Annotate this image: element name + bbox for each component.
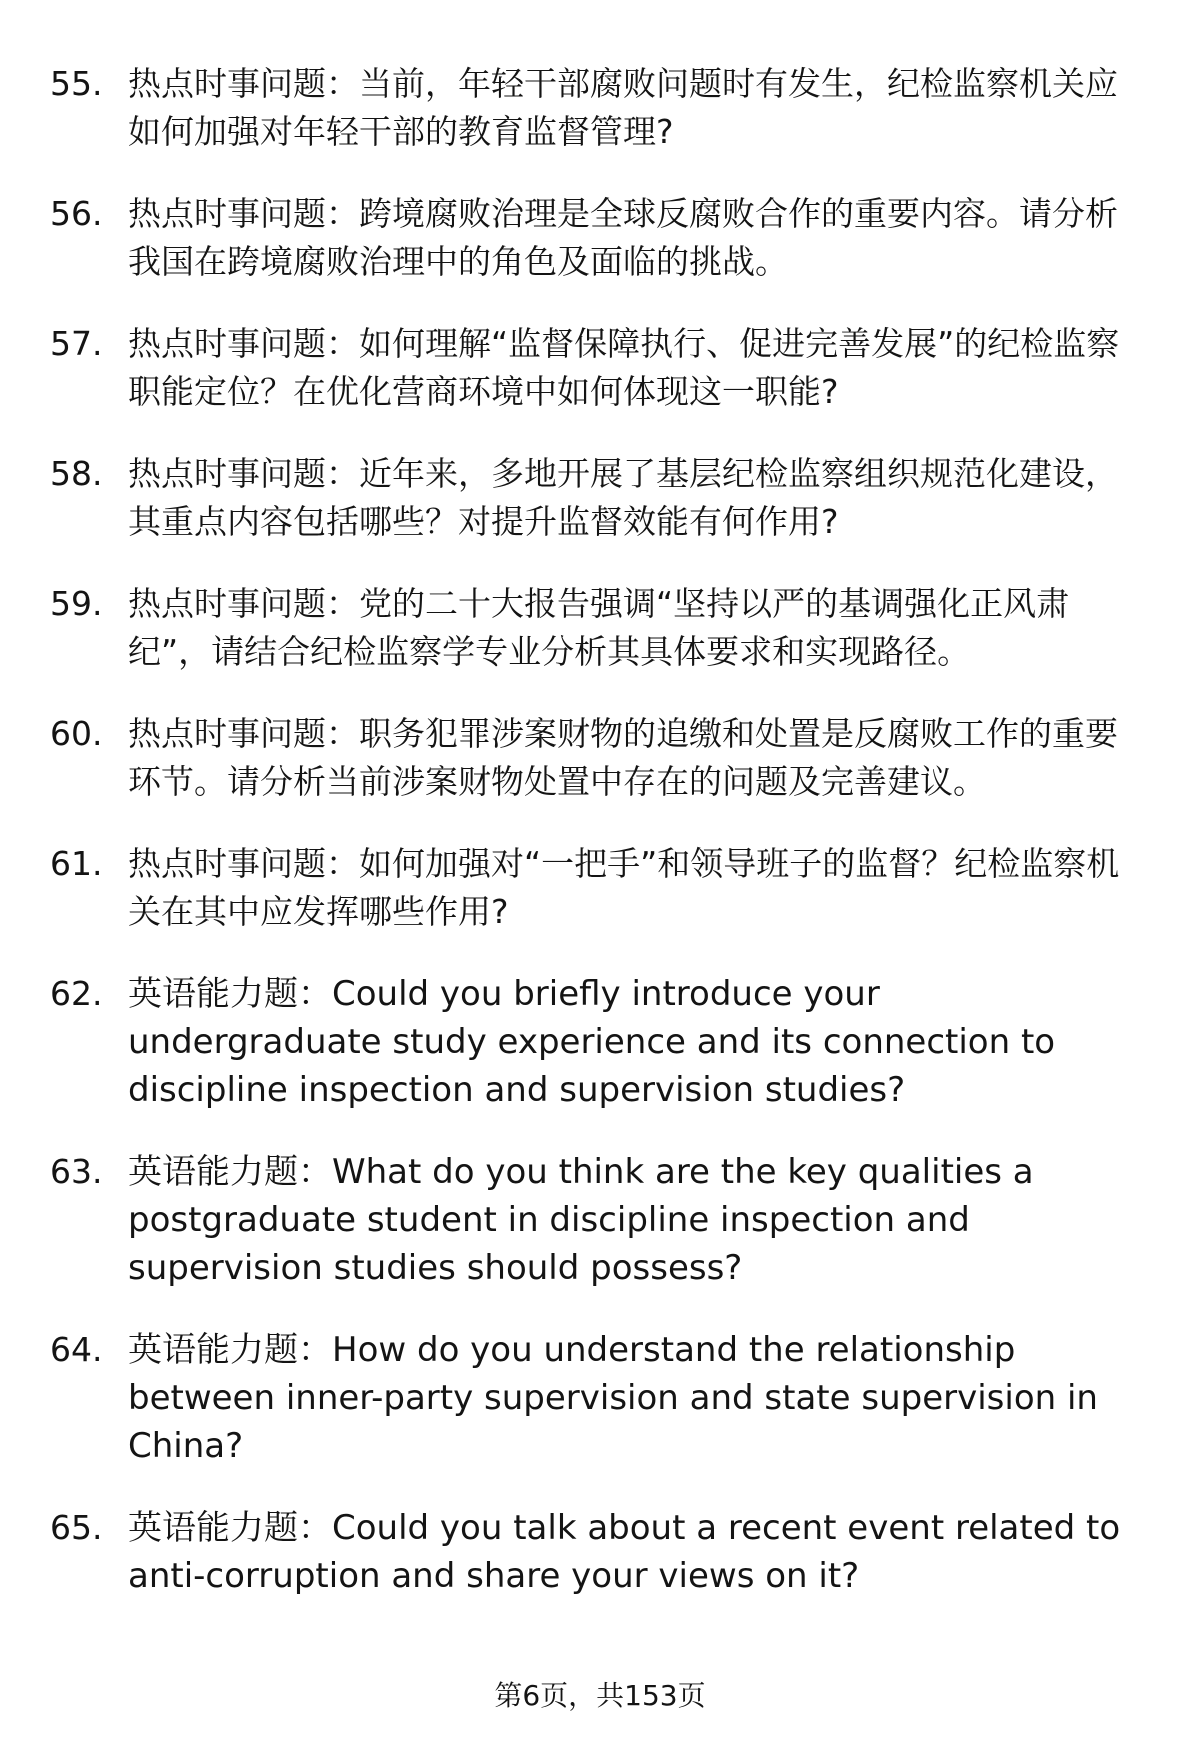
question-text: 热点时事问题：职务犯罪涉案财物的追缴和处置是反腐败工作的重要环节。请分析当前涉案财物处置中存在的问题及完善建议。 <box>128 714 1118 801</box>
question-item <box>50 60 1140 156</box>
question-item <box>50 320 1140 416</box>
question-text: 英语能力题：What do you think are the key qualities a postgraduate student in discipline inspection and supervision studies should possess? <box>128 1152 1034 1288</box>
question-text: 热点时事问题：党的二十大报告强调“坚持以严的基调强化正风肃纪”，请结合纪检监察学专业分析其具体要求和实现路径。 <box>128 584 1070 671</box>
question-number: 56. <box>50 194 103 233</box>
question-item <box>50 580 1140 676</box>
question-text: 热点时事问题：如何加强对“一把手”和领导班子的监督？纪检监察机关在其中应发挥哪些作用? <box>128 844 1120 931</box>
question-text: 英语能力题：Could you talk about a recent event related to anti-corruption and share your views on it? <box>128 1508 1121 1596</box>
question-number: 59. <box>50 584 103 623</box>
question-item <box>50 710 1140 806</box>
question-text: 英语能力题：How do you understand the relationship between inner-party supervision and state supervision in China? <box>128 1330 1098 1466</box>
question-item <box>50 190 1140 286</box>
question-text: 热点时事问题：当前，年轻干部腐败问题时有发生，纪检监察机关应如何加强对年轻干部的教育监督管理? <box>128 64 1118 151</box>
page-number-footer: 第6页，共153页 <box>494 1679 706 1712</box>
question-text: 热点时事问题：跨境腐败治理是全球反腐败合作的重要内容。请分析我国在跨境腐败治理中的角色及面临的挑战。 <box>128 194 1118 281</box>
question-number: 62. <box>50 974 103 1013</box>
question-list <box>50 60 1140 1634</box>
question-item <box>50 1148 1140 1292</box>
question-number: 55. <box>50 64 103 103</box>
question-text: 热点时事问题：近年来，多地开展了基层纪检监察组织规范化建设，其重点内容包括哪些？对提升监督效能有何作用? <box>128 454 1118 541</box>
question-item <box>50 450 1140 546</box>
question-item <box>50 970 1140 1114</box>
question-item <box>50 1326 1140 1470</box>
question-number: 58. <box>50 454 103 493</box>
question-number: 61. <box>50 844 103 883</box>
question-number: 57. <box>50 324 103 363</box>
question-number: 65. <box>50 1508 103 1547</box>
question-number: 60. <box>50 714 103 753</box>
question-text: 英语能力题：Could you briefly introduce your undergraduate study experience and its connection to discipline inspection and supervision studies? <box>128 974 1056 1110</box>
question-item <box>50 1504 1140 1600</box>
question-number: 64. <box>50 1330 103 1369</box>
question-item <box>50 840 1140 936</box>
question-number: 63. <box>50 1152 103 1191</box>
question-text: 热点时事问题：如何理解“监督保障执行、促进完善发展”的纪检监察职能定位？在优化营商环境中如何体现这一职能? <box>128 324 1120 411</box>
